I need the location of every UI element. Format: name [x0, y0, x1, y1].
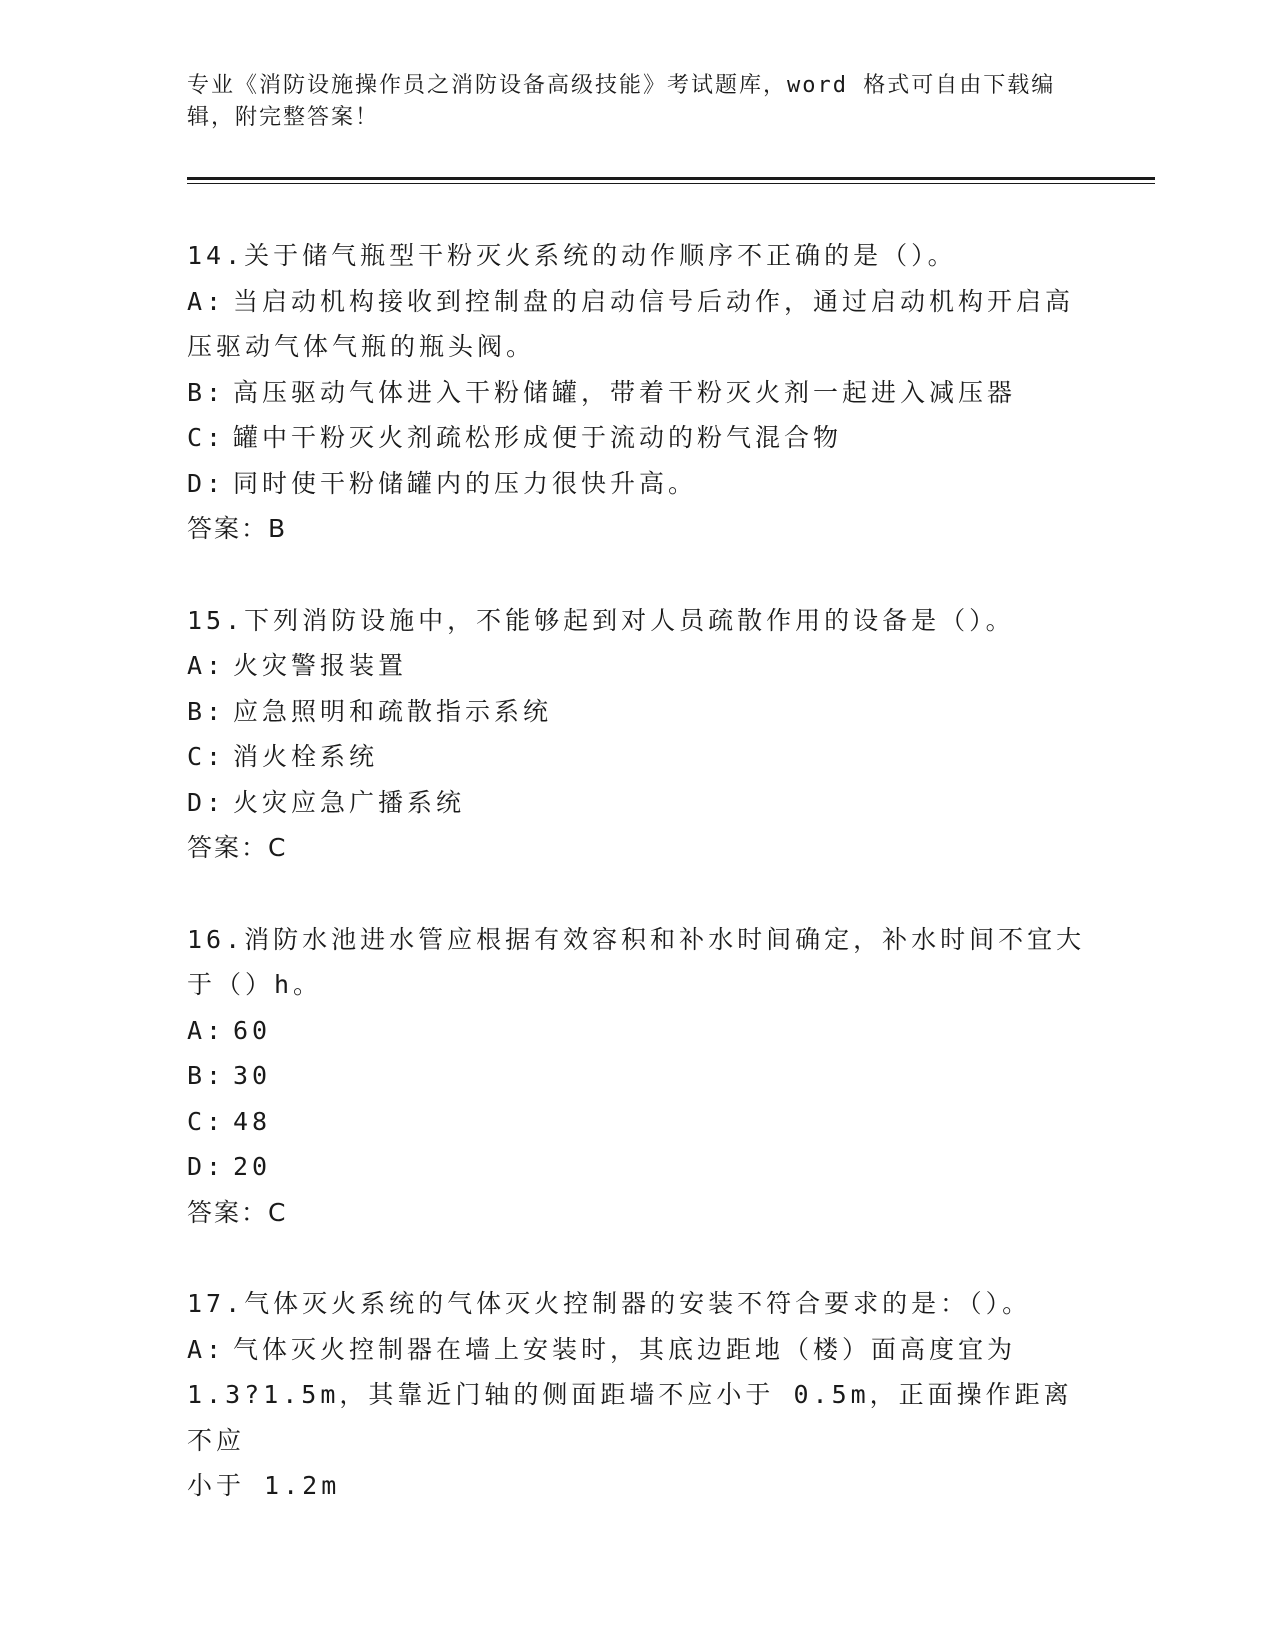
answer-line: 答案：C [187, 1197, 288, 1227]
option-a-continuation: 1.3?1.5m，其靠近门轴的侧面距墙不应小于 0.5m，正面操作距离不应 [187, 1380, 1073, 1455]
option-text: 48 [233, 1106, 272, 1136]
option-b [187, 689, 1087, 735]
option-label: C: [187, 742, 226, 771]
header-divider-thin [187, 183, 1155, 184]
option-c [187, 1099, 1087, 1145]
header-divider-thick [187, 177, 1155, 180]
option-d [187, 461, 1087, 507]
option-text: 20 [233, 1152, 272, 1181]
option-label: D: [187, 1152, 226, 1181]
option-label: D: [187, 787, 226, 817]
option-a [187, 1327, 1087, 1373]
question-stem: 14.关于储气瓶型干粉灭火系统的动作顺序不正确的是（）。 [187, 241, 957, 270]
option-label: A: [187, 651, 226, 680]
option-c [187, 734, 1087, 780]
question-16 [187, 917, 1087, 1236]
option-text: 高压驱动气体进入干粉储罐，带着干粉灭火剂一起进入减压器 [233, 377, 1017, 407]
question-stem-continuation: 于（）h。 [187, 970, 323, 999]
option-text: 火灾警报装置 [233, 651, 408, 680]
option-text: 气体灭火控制器在墙上安装时，其底边距地（楼）面高度宜为 [233, 1334, 1017, 1364]
option-label: B: [187, 1061, 226, 1090]
answer-line: 答案：B [187, 514, 288, 543]
option-text: 30 [233, 1061, 272, 1090]
option-label: A: [187, 1015, 226, 1045]
question-17 [187, 1281, 1087, 1509]
option-text: 消火栓系统 [233, 742, 379, 771]
option-a-continuation: 压驱动气体气瓶的瓶头阀。 [187, 332, 536, 361]
option-a [187, 1008, 1087, 1054]
question-14 [187, 233, 1087, 552]
option-b [187, 1053, 1087, 1099]
option-c [187, 415, 1087, 461]
document-header [187, 70, 1067, 134]
question-list [187, 233, 1087, 1555]
option-label: C: [187, 1106, 226, 1136]
option-a [187, 643, 1087, 689]
question-15 [187, 598, 1087, 871]
option-text: 60 [233, 1015, 272, 1045]
option-text: 罐中干粉灭火剂疏松形成便于流动的粉气混合物 [233, 423, 843, 452]
question-stem: 16.消防水池进水管应根据有效容积和补水时间确定，补水时间不宜大 [187, 924, 1086, 954]
option-text: 火灾应急广播系统 [233, 787, 466, 817]
option-label: B: [187, 377, 226, 407]
option-label: A: [187, 286, 226, 316]
option-label: A: [187, 1334, 226, 1364]
option-text: 应急照明和疏散指示系统 [233, 696, 553, 726]
option-a [187, 279, 1087, 325]
header-line-2: 辑，附完整答案！ [187, 105, 380, 130]
option-d [187, 1144, 1087, 1190]
option-text: 同时使干粉储罐内的压力很快升高。 [233, 468, 698, 498]
question-stem: 15.下列消防设施中，不能够起到对人员疏散作用的设备是（）。 [187, 605, 1015, 635]
option-label: B: [187, 696, 226, 726]
option-a-continuation: 小于 1.2m [187, 1471, 341, 1500]
option-d [187, 780, 1087, 826]
option-b [187, 370, 1087, 416]
answer-line: 答案：C [187, 833, 288, 862]
option-label: C: [187, 423, 226, 452]
option-text: 当启动机构接收到控制盘的启动信号后动作，通过启动机构开启高 [233, 286, 1075, 316]
question-stem: 17.气体灭火系统的气体灭火控制器的安装不符合要求的是：（）。 [187, 1289, 1032, 1318]
header-line-1: 专业《消防设施操作员之消防设备高级技能》考试题库，word 格式可自由下载编 [187, 73, 1056, 98]
option-label: D: [187, 468, 226, 498]
